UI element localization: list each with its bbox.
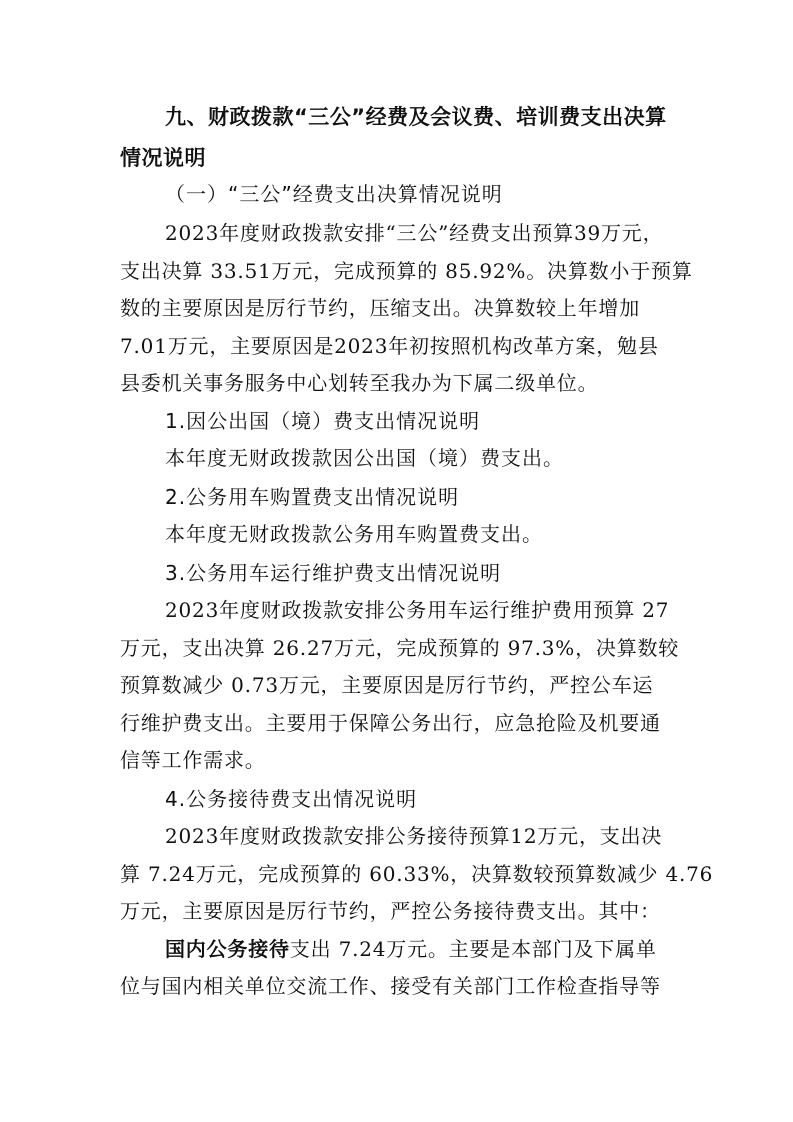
paragraph-line: 位与国内相关单位交流工作、接受有关部门工作检查指导等 [120,974,661,998]
section-title-line2: 情况说明 [120,146,206,170]
item-title-vehicle-purchase: 2.公务用车购置费支出情况说明 [165,485,460,509]
item-title-reception: 4.公务接待费支出情况说明 [165,787,418,811]
subsection-title: （一）“三公”经费支出决算情况说明 [165,182,503,206]
item-title-travel-abroad: 1.因公出国（境）费支出情况说明 [165,409,481,433]
paragraph-line: 数的主要原因是厉行节约，压缩支出。决算数较上年增加 [120,296,640,320]
domestic-reception-label: 国内公务接待 [165,937,290,961]
paragraph-line: 2023年度财政拨款安排公务用车运行维护费用预算 27 [165,598,670,622]
paragraph-line: 行维护费支出。主要用于保障公务出行，应急抢险及机要通 [120,711,661,735]
paragraph-line: 万元，主要原因是厉行节约，严控公务接待费支出。其中： [120,899,661,923]
paragraph-line: 2023年度财政拨款安排公务接待预算12万元，支出决 [165,824,663,848]
paragraph-line: 万元，支出决算 26.27万元，完成预算的 97.3%，决算数较 [120,636,680,660]
paragraph-line: 信等工作需求。 [120,748,266,772]
domestic-reception-text: 支出 7.24万元。主要是本部门及下属单 [289,937,657,961]
paragraph-line: 预算数减少 0.73万元，主要原因是厉行节约，严控公车运 [120,673,654,697]
paragraph-line: 7.01万元，主要原因是2023年初按照机构改革方案，勉县 [120,334,659,358]
item-title-vehicle-operation: 3.公务用车运行维护费支出情况说明 [165,561,502,585]
domestic-reception-line [165,936,657,962]
paragraph-line: 县委机关事务服务中心划转至我办为下属二级单位。 [120,371,599,395]
paragraph-line: 算 7.24万元，完成预算的 60.33%，决算数较预算数减少 4.76 [120,862,714,886]
paragraph-line: 2023年度财政拨款安排“三公”经费支出预算39万元， [165,221,664,245]
section-title-line1: 九、财政拨款“三公”经费及会议费、培训费支出决算 [165,105,667,129]
paragraph-line: 支出决算 33.51万元，完成预算的 85.92%。决算数小于预算 [120,259,693,283]
item-text-travel-abroad: 本年度无财政拨款因公出国（境）费支出。 [165,446,564,470]
item-text-vehicle-purchase: 本年度无财政拨款公务用车购置费支出。 [165,522,543,546]
